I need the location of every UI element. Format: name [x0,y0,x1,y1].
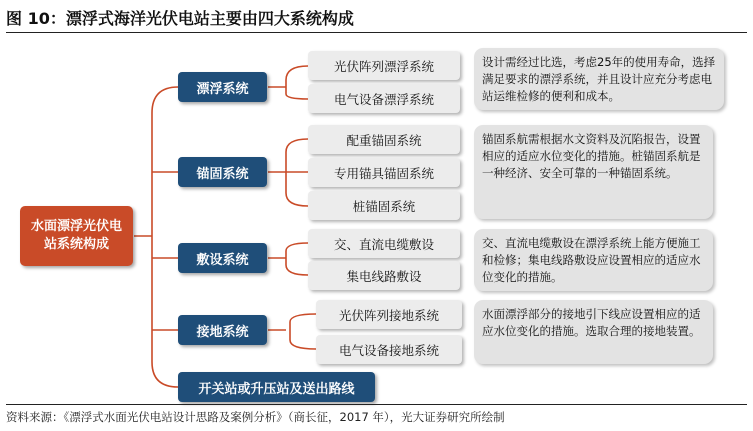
sub-node-ground-electrical: 电气设备接地系统 [316,335,462,364]
system-node-floating: 漂浮系统 [178,72,267,102]
float-sub-bracket [268,66,308,99]
sub-node-cable-acdc: 交、直流电缆敷设 [308,229,460,258]
root-node [20,206,133,266]
description-anchoring: 锚固系航需根据水文资料及沉陷报告，设置相应的适应水位变化的措施。桩锚固系航是一种经济、安全可靠的一种锚固系统。 [474,125,713,219]
root-label-line2: 站系统构成 [43,237,109,252]
ground-sub-bracket [268,314,316,349]
system-node-anchoring: 锚固系统 [178,157,267,187]
root-label-line1: 水面漂浮光伏电 [30,219,122,234]
main-trunk [152,87,178,387]
sub-node-cable-collector: 集电线路敷设 [308,261,460,290]
extra-node-substation: 开关站或升压站及送出路线 [178,372,375,402]
source-note: 资料来源：《漂浮式水面光伏电站设计思路及案例分析》（商长征，2017 年），光大证券研究所绘制 [6,410,505,424]
anchor-sub-bracket [268,139,308,206]
sub-node-anchor-weight: 配重锚固系统 [308,125,460,154]
sub-node-anchor-pile: 桩锚固系统 [308,191,460,220]
cable-sub-bracket [268,243,308,275]
source-divider [6,404,747,405]
sub-node-float-electrical: 电气设备漂浮系统 [308,84,460,113]
sub-node-ground-array: 光伏阵列接地系统 [316,300,462,329]
sub-node-anchor-special: 专用锚具锚固系统 [308,158,460,187]
sub-node-float-array: 光伏阵列漂浮系统 [308,51,460,80]
description-grounding: 水面漂浮部分的接地引下线应设置相应的适应水位变化的措施。选取合理的接地装置。 [474,300,713,364]
system-node-grounding: 接地系统 [178,315,267,345]
system-node-cabling: 敷设系统 [178,243,267,273]
description-floating: 设计需经过比选，考虑25年的使用寿命，选择满足要求的漂浮系统，并且设计应充分考虑电站运维检修的便利和成本。 [474,48,724,110]
description-cabling: 交、直流电缆敷设在漂浮系统上能方便施工和检修；集电线路敷设应设置相应的适应水位变化的措施。 [474,229,713,291]
figure-title: 图 10：漂浮式海洋光伏电站主要由四大系统构成 [6,9,354,28]
